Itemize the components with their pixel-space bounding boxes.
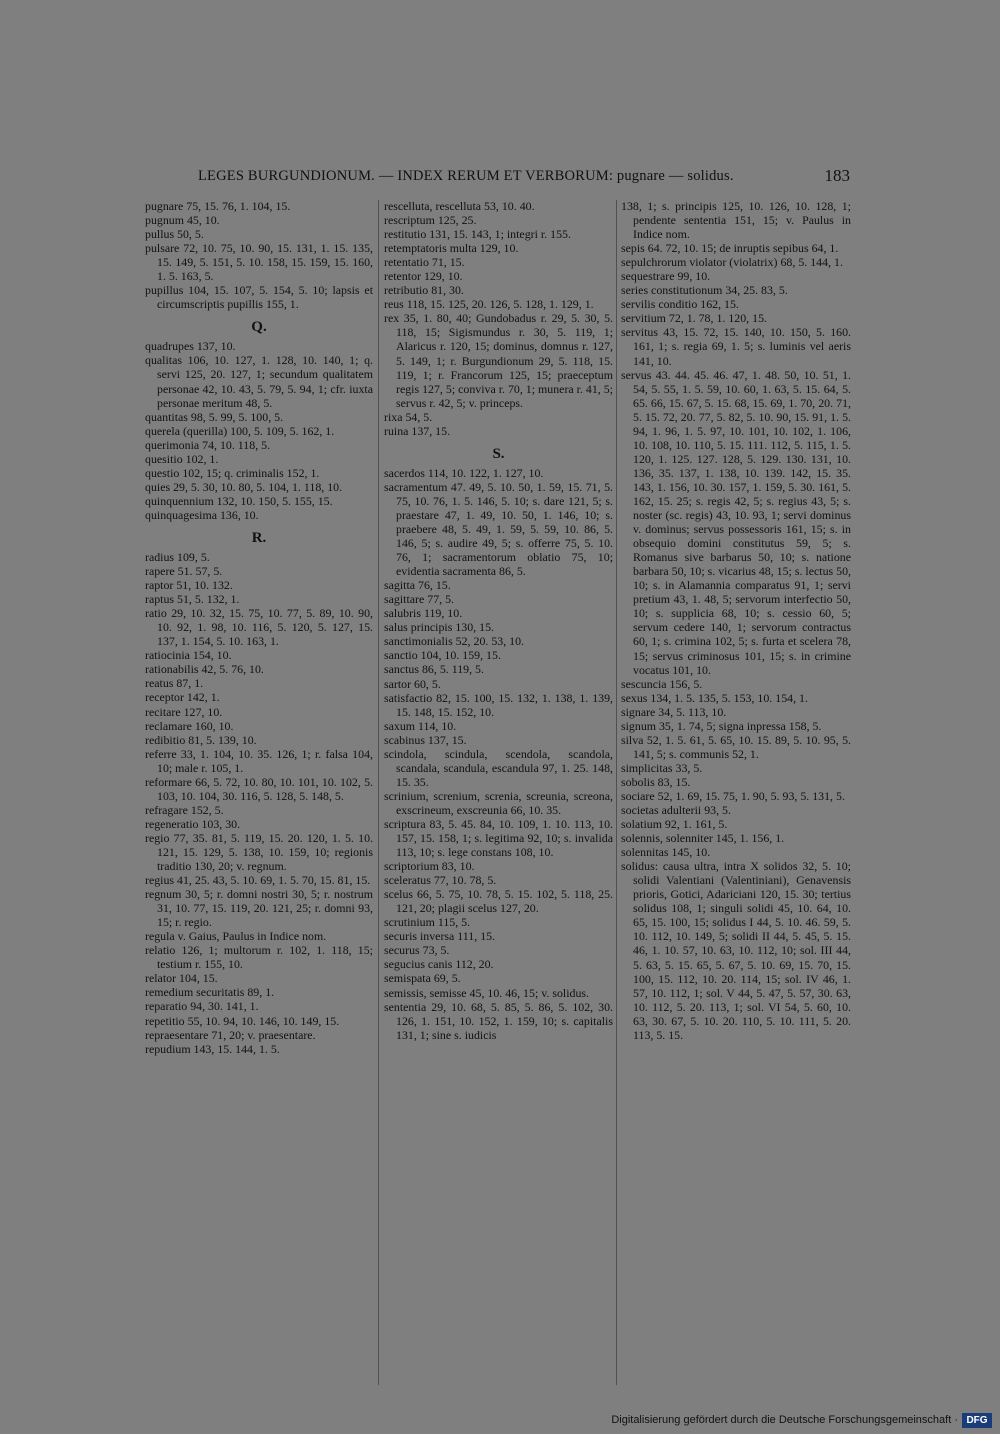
index-column-3 <box>621 199 851 1042</box>
column-rule <box>616 200 617 1385</box>
index-entry: raptus 51, 5. 132, 1. <box>145 592 240 607</box>
index-entry: reparatio 94, 30. 141, 1. <box>145 999 259 1014</box>
index-entry: retentatio 71, 15. <box>384 255 465 270</box>
index-entry: solatium 92, 1. 161, 5. <box>621 817 728 832</box>
column-rule <box>378 200 379 1385</box>
index-entry: qualitas 106, 10. 127, 1. 128, 10. 140, 1; q. servi 125, 20. 127, 1; secundum qualitatem personae 42, 10. 43, 5. 79, 5. 94, 1; cfr. iuxta personae meritum 48, 5. <box>145 353 373 410</box>
index-entry: rescriptum 125, 25. <box>384 213 477 228</box>
index-entry: raptor 51, 10. 132. <box>145 578 233 593</box>
index-entry: sobolis 83, 15. <box>621 774 691 789</box>
index-entry: securus 73, 5. <box>384 943 450 958</box>
index-entry: sanctus 86, 5. 119, 5. <box>384 662 484 677</box>
index-entry: referre 33, 1. 104, 10. 35. 126, 1; r. falsa 104, 10; male r. 105, 1. <box>145 746 373 775</box>
index-entry: recitare 127, 10. <box>145 704 223 719</box>
running-title: LEGES BURGUNDIONUM. — INDEX RERUM ET VERBORUM: pugnare — solidus. <box>198 168 734 184</box>
index-entry: sepis 64. 72, 10. 15; de inruptis sepibus 64, 1. <box>621 241 839 256</box>
index-entry: servitus 43, 15. 72, 15. 140, 10. 150, 5. 160. 161, 1; s. regia 69, 1. 5; s. luminis vel aeris 141, 10. <box>621 325 851 368</box>
index-entry: rixa 54, 5. <box>384 409 433 424</box>
index-entry: salus principis 130, 15. <box>384 620 494 635</box>
index-entry: solennitas 145, 10. <box>621 845 711 860</box>
index-entry: satisfactio 82, 15. 100, 15. 132, 1. 138, 1. 139, 15. 148, 15. 152, 10. <box>384 690 613 719</box>
index-entry: sartor 60, 5. <box>384 676 441 691</box>
index-entry: reatus 87, 1. <box>145 676 204 691</box>
index-entry: regio 77, 35. 81, 5. 119, 15. 20. 120, 1. 5. 10. 121, 15. 129, 5. 138, 10. 159, 10; regionis traditio 130, 20; v. regnum. <box>145 830 373 874</box>
section-letter: Q. <box>251 319 267 336</box>
index-entry: solidus: causa ultra, intra X solidos 32, 5. 10; solidi Valentiani (Valentiniani), Genavensis prioris, Gotici, Adariciani 120, 15. 30; tertius solidus 108, 1; singuli solidi 45, 10. 64, 10. 65, 15. 100, 15; solidus I 44, 5. 10. 46. 59, 5. 10. 112, 10. 149, 5; solidi II 44, 5. 45, 5. 15. 46, 1. 10. 57, 10. 63, 10. 112, 10; sol. III 44, 5. 63, 5. 15. 65, 5. 67, 5. 10. 69, 15. 70, 15. 100, 15. 112, 10. 20. 114, 15; sol. IV 46, 1. 57, 10. 112, 1; sol. V 44, 5. 47, 5. 57, 30. 63, 10. 112, 5. 20. 113, 1; sol. VI 54, 5. 60, 10. 63, 30. 67, 5. 10. 20. 110, 5. 10. 111, 5. 20. 113, 5. 15. <box>621 859 851 1042</box>
index-entry: solennis, solenniter 145, 1. 156, 1. <box>621 831 785 846</box>
index-entry: quesitio 102, 1. <box>145 451 219 466</box>
index-entry: querela (querilla) 100, 5. 109, 5. 162, 1. <box>145 423 335 438</box>
index-entry: querimonia 74, 10. 118, 5. <box>145 437 271 452</box>
index-entry: segucius canis 112, 20. <box>384 957 494 972</box>
index-entry: simplicitas 33, 5. <box>621 760 703 775</box>
index-entry: sanctimonialis 52, 20. 53, 10. <box>384 634 525 649</box>
index-entry: scriptura 83, 5. 45. 84, 10. 109, 1. 10. 113, 10. 157, 15. 158, 1; s. legitima 92, 10; s. invalida 113, 10; s. lege constans 108, 10. <box>384 816 613 860</box>
index-entry: repraesentare 71, 20; v. praesentare. <box>145 1027 316 1042</box>
index-entry: retemptatoris multa 129, 10. <box>384 241 519 256</box>
index-entry: rapere 51. 57, 5. <box>145 564 223 579</box>
index-entry: repudium 143, 15. 144, 1. 5. <box>145 1041 280 1056</box>
index-entry: ratiocinia 154, 10. <box>145 648 232 663</box>
index-entry: scrutinium 115, 5. <box>384 915 471 930</box>
index-entry: quinquennium 132, 10. 150, 5. 155, 15. <box>145 493 333 508</box>
index-entry: relator 104, 15. <box>145 971 218 986</box>
index-entry: questio 102, 15; q. criminalis 152, 1. <box>145 465 320 480</box>
index-entry: pulsare 72, 10. 75, 10. 90, 15. 131, 1. 15. 135, 15. 149, 5. 151, 5. 10. 158, 15. 159, 15. 160, 1. 5. 163, 5. <box>145 241 373 284</box>
index-entry: reus 118, 15. 125, 20. 126, 5. 128, 1. 129, 1. <box>384 297 594 312</box>
index-entry: rationabilis 42, 5. 76, 10. <box>145 662 264 677</box>
index-entry: quantitas 98, 5. 99, 5. 100, 5. <box>145 409 284 424</box>
index-entry: pugnum 45, 10. <box>145 213 220 228</box>
index-entry: redibitio 81, 5. 139, 10. <box>145 732 257 747</box>
index-entry: pullus 50, 5. <box>145 227 204 242</box>
index-entry: scabinus 137, 15. <box>384 732 467 747</box>
index-entry: refragare 152, 5. <box>145 802 224 817</box>
index-entry: retributio 81, 30. <box>384 283 464 298</box>
index-entry: semissis, semisse 45, 10. 46, 15; v. solidus. <box>384 985 590 1000</box>
index-entry: reformare 66, 5. 72, 10. 80, 10. 101, 10. 102, 5. 103, 10. 104, 30. 116, 5. 128, 5. 148, 5. <box>145 774 373 803</box>
index-entry: silva 52, 1. 5. 61, 5. 65, 10. 15. 89, 5. 10. 95, 5. 141, 5; s. communis 52, 1. <box>621 732 851 761</box>
index-entry: securis inversa 111, 15. <box>384 929 496 944</box>
index-entry: scrinium, screnium, screnia, screunia, screona, exscrineum, exscreunia 66, 10. 35. <box>384 788 613 817</box>
index-entry: rex 35, 1. 80, 40; Gundobadus r. 29, 5. 30, 5. 118, 15; Sigismundus r. 30, 5. 119, 1; Alaricus r. 120, 15; dominus, domnus r. 127, 5. 149, 1; r. Burgundionum 29, 5. 118, 15. 119, 1; r. Francorum 125, 15; praeceptum regis 127, 5; conviva r. 70, 1; munera r. 41, 5; servus r. 42, 5; v. princeps. <box>384 311 613 410</box>
index-entry: scelus 66, 5. 75, 10. 78, 5. 15. 102, 5. 118, 25. 121, 20; plagii scelus 127, 20. <box>384 887 613 916</box>
index-entry: societas adulterii 93, 5. <box>621 803 731 818</box>
index-entry: sepulchrorum violator (violatrix) 68, 5. 144, 1. <box>621 255 843 270</box>
index-entry: scriptorium 83, 10. <box>384 859 475 874</box>
funding-credit: Digitalisierung gefördert durch die Deutsche Forschungsgemeinschaft · <box>611 1414 958 1426</box>
index-entry: retentor 129, 10. <box>384 269 463 284</box>
index-entry: sententia 29, 10. 68, 5. 85, 5. 86, 5. 102, 30. 126, 1. 151, 10. 152, 1. 159, 10; s. capitalis 131, 1; sine s. iudicis <box>384 999 613 1042</box>
index-entry: 138, 1; s. principis 125, 10. 126, 10. 128, 1; pendente sententia 151, 15; v. Paulus in Indice nom. <box>621 199 851 242</box>
index-entry: quies 29, 5. 30, 10. 80, 5. 104, 1. 118, 10. <box>145 479 343 494</box>
index-entry: regeneratio 103, 30. <box>145 816 241 831</box>
index-entry: regnum 30, 5; r. domni nostri 30, 5; r. nostrum 31, 10. 77, 15. 119, 20. 121, 25; r. domni 93, 15; r. regio. <box>145 887 373 930</box>
index-entry: sescuncia 156, 5. <box>621 676 703 691</box>
index-entry: sequestrare 99, 10. <box>621 269 711 284</box>
section-letter: S. <box>492 445 505 462</box>
index-entry: sanctio 104, 10. 159, 15. <box>384 648 501 663</box>
index-entry: quinquagesima 136, 10. <box>145 507 259 522</box>
index-entry: radius 109, 5. <box>145 549 210 564</box>
index-entry: sagitta 76, 15. <box>384 578 451 593</box>
index-entry: saxum 114, 10. <box>384 718 457 733</box>
index-entry: sociare 52, 1. 69, 15. 75, 1. 90, 5. 93, 5. 131, 5. <box>621 788 845 803</box>
index-entry: signum 35, 1. 74, 5; signa inpressa 158, 5. <box>621 718 822 733</box>
index-entry: ruina 137, 15. <box>384 423 451 438</box>
index-column-2 <box>384 199 613 1042</box>
index-entry: salubris 119, 10. <box>384 606 463 621</box>
index-entry: sceleratus 77, 10. 78, 5. <box>384 873 497 888</box>
footer <box>0 1410 1000 1434</box>
index-column-1 <box>145 199 373 1056</box>
page-number: 183 <box>824 166 850 185</box>
index-entry: regius 41, 25. 43, 5. 10. 69, 1. 5. 70, 15. 81, 15. <box>145 873 371 888</box>
index-entry: scindola, scindula, scendola, scandola, scandala, scandula, escandula 97, 1. 25. 148, 15. 35. <box>384 746 613 789</box>
index-entry: ratio 29, 10. 32, 15. 75, 10. 77, 5. 89, 10. 90, 10. 92, 1. 98, 10. 116, 5. 120, 5. 127, 15. 137, 1. 154, 5. 10. 163, 1. <box>145 606 373 649</box>
index-entry: relatio 126, 1; multorum r. 102, 1. 118, 15; testium r. 155, 10. <box>145 943 373 972</box>
index-entry: quadrupes 137, 10. <box>145 339 236 354</box>
index-entry: regula v. Gaius, Paulus in Indice nom. <box>145 929 327 944</box>
index-entry: sagittare 77, 5. <box>384 592 455 607</box>
index-entry: servus 43. 44. 45. 46. 47, 1. 48. 50, 10. 51, 1. 54, 5. 55, 1. 5. 59, 10. 60, 1. 63, 5. 15. 64, 5. 65. 66, 15. 67, 5. 15. 68, 15. 69, 1. 70, 20. 71, 5. 15. 72, 20. 77, 5. 82, 5. 10. 90, 15. 91, 1. 5. 94, 1. 96, 1. 5. 97, 10. 101, 10. 102, 1. 106, 10. 108, 10. 110, 5. 15. 111. 112, 5. 115, 1. 5. 120, 1. 125. 127. 128, 5. 129. 130. 131, 10. 136, 35. 137, 1. 138, 10. 139. 142, 15. 35. 143, 1. 156, 10. 30. 157, 1. 159, 5. 30. 161, 5. 162, 15. 25; s. regis 42, 5; s. regius 43, 5; s. noster (sc. regis) 43, 10. 93, 1; servi dominus v. dominus; servus possessoris 161, 15; s. in obsequio domini constitutus 59, 5; s. Romanus sive barbarus 50, 10; s. natione barbara 50, 10; s. vicarius 48, 15; s. lectus 50, 10; s. in Alamannia comparatus 91, 1; servi pretium 43, 1. 48, 5; servorum interfectio 50, 10; s. supplicia 68, 10; s. cessio 60, 5; servum cedere 140, 1; servorum contractus 60, 1; s. crimina 102, 5; s. furta et scelera 78, 15; servus criminosus 101, 15; s. in crimine vocatus 101, 10. <box>621 367 851 677</box>
index-entry: servilis conditio 162, 15. <box>621 297 739 312</box>
index-entry: sacerdos 114, 10. 122, 1. 127, 10. <box>384 465 544 480</box>
index-entry: receptor 142, 1. <box>145 690 220 705</box>
index-entry: remedium securitatis 89, 1. <box>145 985 275 1000</box>
dfg-logo: DFG <box>962 1413 992 1428</box>
index-entry: reclamare 160, 10. <box>145 718 234 733</box>
index-entry: rescelluta, rescelluta 53, 10. 40. <box>384 199 535 213</box>
index-entry: repetitio 55, 10. 94, 10. 146, 10. 149, 15. <box>145 1013 340 1028</box>
index-entry: signare 34, 5. 113, 10. <box>621 704 727 719</box>
index-entry: pupillus 104, 15. 107, 5. 154, 5. 10; lapsis et circumscriptis pupillis 155, 1. <box>145 283 373 312</box>
index-entry: restitutio 131, 15. 143, 1; integri r. 155. <box>384 227 571 242</box>
page-header <box>198 160 850 188</box>
index-entry: semispata 69, 5. <box>384 971 461 986</box>
index-entry: sacramentum 47. 49, 5. 10. 50, 1. 59, 15. 71, 5. 75, 10. 76, 1. 5. 146, 5. 10; s. dare 121, 5; s. praestare 47, 1. 49, 10. 50, 1. 146, 10; s. praebere 48, 5. 49, 1. 59, 5. 59, 10. 86, 5. 146, 5; s. audire 49, 5; s. offerre 75, 5. 10. 76, 1; sacramentorum oblatio 75, 10; evidentia sacramenta 86, 5. <box>384 479 613 579</box>
index-entry: series constitutionum 34, 25. 83, 5. <box>621 283 788 298</box>
index-entry: sexus 134, 1. 5. 135, 5. 153, 10. 154, 1. <box>621 690 808 705</box>
section-letter: R. <box>251 529 267 546</box>
index-entry: servitium 72, 1. 78, 1. 120, 15. <box>621 311 767 326</box>
index-entry: pugnare 75, 15. 76, 1. 104, 15. <box>145 199 291 213</box>
